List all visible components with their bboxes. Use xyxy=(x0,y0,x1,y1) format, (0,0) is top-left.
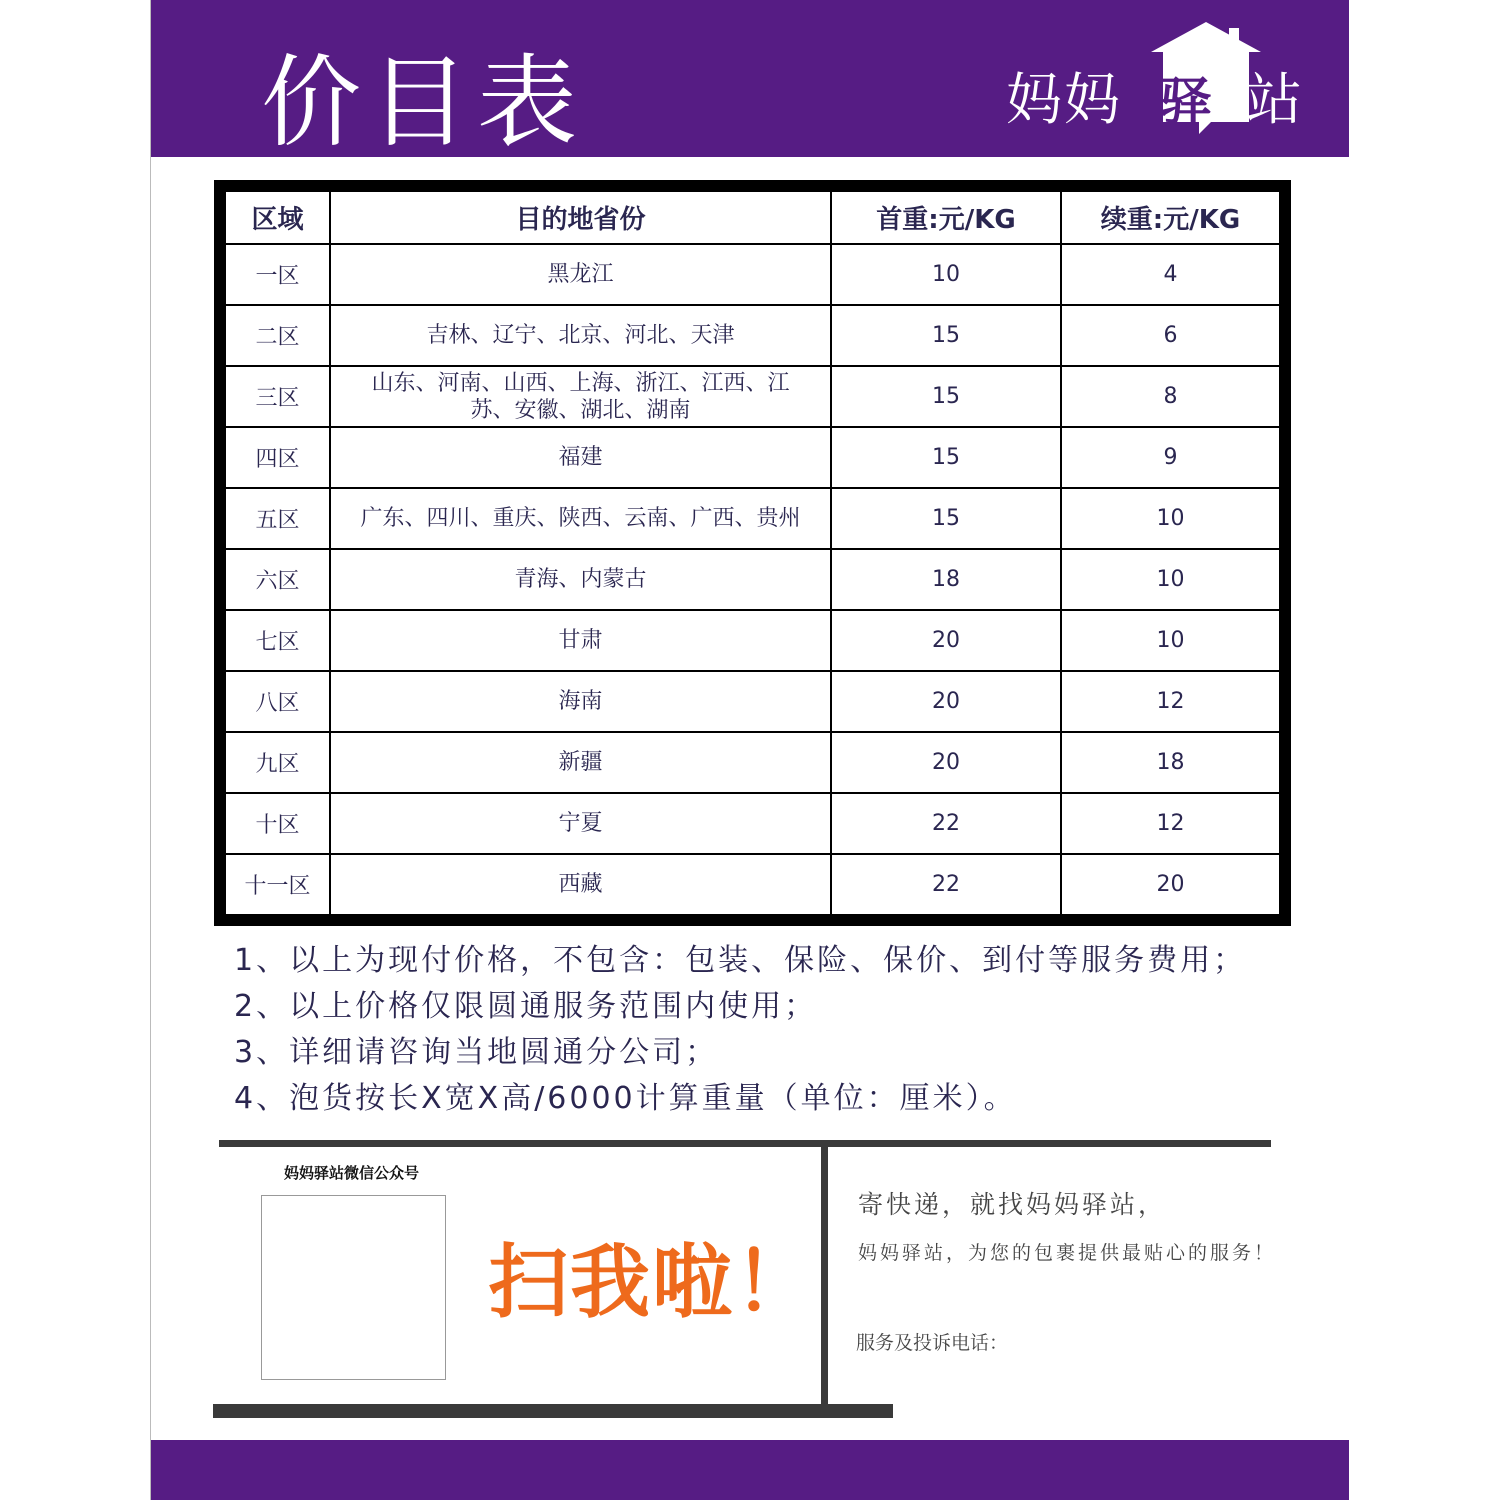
extra-weight-cell: 10 xyxy=(1061,549,1280,610)
first-weight-cell: 15 xyxy=(831,366,1061,427)
first-weight-cell: 20 xyxy=(831,610,1061,671)
divider xyxy=(213,1404,893,1418)
phone-label: 服务及投诉电话： xyxy=(856,1332,1009,1354)
destination-cell: 海南 xyxy=(330,671,831,732)
first-weight-cell: 18 xyxy=(831,549,1061,610)
footer-band xyxy=(151,1440,1349,1500)
divider xyxy=(219,1140,1271,1147)
extra-weight-cell: 9 xyxy=(1061,427,1280,488)
table-row xyxy=(225,732,1280,793)
divider xyxy=(821,1146,828,1406)
zone-cell: 四区 xyxy=(225,427,330,488)
page-title: 价目表 xyxy=(261,44,585,161)
extra-weight-cell: 10 xyxy=(1061,488,1280,549)
extra-weight-cell: 4 xyxy=(1061,244,1280,305)
extra-weight-cell: 18 xyxy=(1061,732,1280,793)
note-item: 2、以上价格仅限圆通服务范围内使用； xyxy=(234,989,818,1024)
first-weight-cell: 10 xyxy=(831,244,1061,305)
note-item: 1、以上为现付价格，不包含：包装、保险、保价、到付等服务费用； xyxy=(234,943,1247,978)
table-row xyxy=(225,488,1280,549)
destination-cell: 福建 xyxy=(330,427,831,488)
first-weight-cell: 20 xyxy=(831,671,1061,732)
notes-list xyxy=(234,938,1246,1122)
qr-code-placeholder xyxy=(261,1195,446,1380)
destination-cell: 新疆 xyxy=(330,732,831,793)
table-row xyxy=(225,549,1280,610)
zone-cell: 七区 xyxy=(225,610,330,671)
column-header-destination: 目的地省份 xyxy=(330,191,831,244)
table-row xyxy=(225,427,1280,488)
mama-station-logo xyxy=(1006,22,1316,137)
table-row xyxy=(225,671,1280,732)
extra-weight-cell: 12 xyxy=(1061,793,1280,854)
logo-text-zhan: 站 xyxy=(1246,68,1304,133)
first-weight-cell: 15 xyxy=(831,488,1061,549)
column-header-first-weight: 首重:元/KG xyxy=(831,191,1061,244)
extra-weight-cell: 12 xyxy=(1061,671,1280,732)
first-weight-cell: 22 xyxy=(831,854,1061,915)
wechat-label: 妈妈驿站微信公众号 xyxy=(284,1164,420,1182)
destination-cell: 山东、河南、山西、上海、浙江、江西、江苏、安徽、湖北、湖南 xyxy=(330,366,831,427)
zone-cell: 八区 xyxy=(225,671,330,732)
zone-cell: 一区 xyxy=(225,244,330,305)
destination-cell: 广东、四川、重庆、陕西、云南、广西、贵州 xyxy=(330,488,831,549)
first-weight-cell: 15 xyxy=(831,427,1061,488)
note-item: 4、泡货按长X宽X高/6000计算重量（单位：厘米）。 xyxy=(234,1081,1017,1116)
zone-cell: 九区 xyxy=(225,732,330,793)
zone-cell: 三区 xyxy=(225,366,330,427)
destination-cell: 青海、内蒙古 xyxy=(330,549,831,610)
first-weight-cell: 15 xyxy=(831,305,1061,366)
price-poster xyxy=(150,0,1348,1500)
price-table xyxy=(214,180,1291,926)
header-band xyxy=(151,0,1349,161)
zone-cell: 五区 xyxy=(225,488,330,549)
first-weight-cell: 22 xyxy=(831,793,1061,854)
note-item: 3、详细请咨询当地圆通分公司； xyxy=(234,1035,719,1070)
first-weight-cell: 20 xyxy=(831,732,1061,793)
destination-cell: 吉林、辽宁、北京、河北、天津 xyxy=(330,305,831,366)
extra-weight-cell: 8 xyxy=(1061,366,1280,427)
table-row xyxy=(225,244,1280,305)
logo-text-yi: 驿 xyxy=(1160,73,1215,133)
zone-cell: 二区 xyxy=(225,305,330,366)
logo-text-mama: 妈妈 xyxy=(1006,68,1122,133)
table-row xyxy=(225,854,1280,915)
slogan-2: 妈妈驿站，为您的包裹提供最贴心的服务！ xyxy=(858,1242,1277,1264)
extra-weight-cell: 10 xyxy=(1061,610,1280,671)
column-header-zone: 区域 xyxy=(225,191,330,244)
table-row xyxy=(225,366,1280,427)
extra-weight-cell: 6 xyxy=(1061,305,1280,366)
scan-me-text: 扫我啦！ xyxy=(488,1236,816,1329)
destination-cell: 黑龙江 xyxy=(330,244,831,305)
zone-cell: 六区 xyxy=(225,549,330,610)
table-row xyxy=(225,610,1280,671)
destination-cell: 西藏 xyxy=(330,854,831,915)
extra-weight-cell: 20 xyxy=(1061,854,1280,915)
zone-cell: 十区 xyxy=(225,793,330,854)
zone-cell: 十一区 xyxy=(225,854,330,915)
destination-cell: 宁夏 xyxy=(330,793,831,854)
slogan-1: 寄快递，就找妈妈驿站， xyxy=(858,1190,1167,1219)
table-row xyxy=(225,793,1280,854)
column-header-extra-weight: 续重:元/KG xyxy=(1061,191,1280,244)
destination-cell: 甘肃 xyxy=(330,610,831,671)
table-row xyxy=(225,305,1280,366)
